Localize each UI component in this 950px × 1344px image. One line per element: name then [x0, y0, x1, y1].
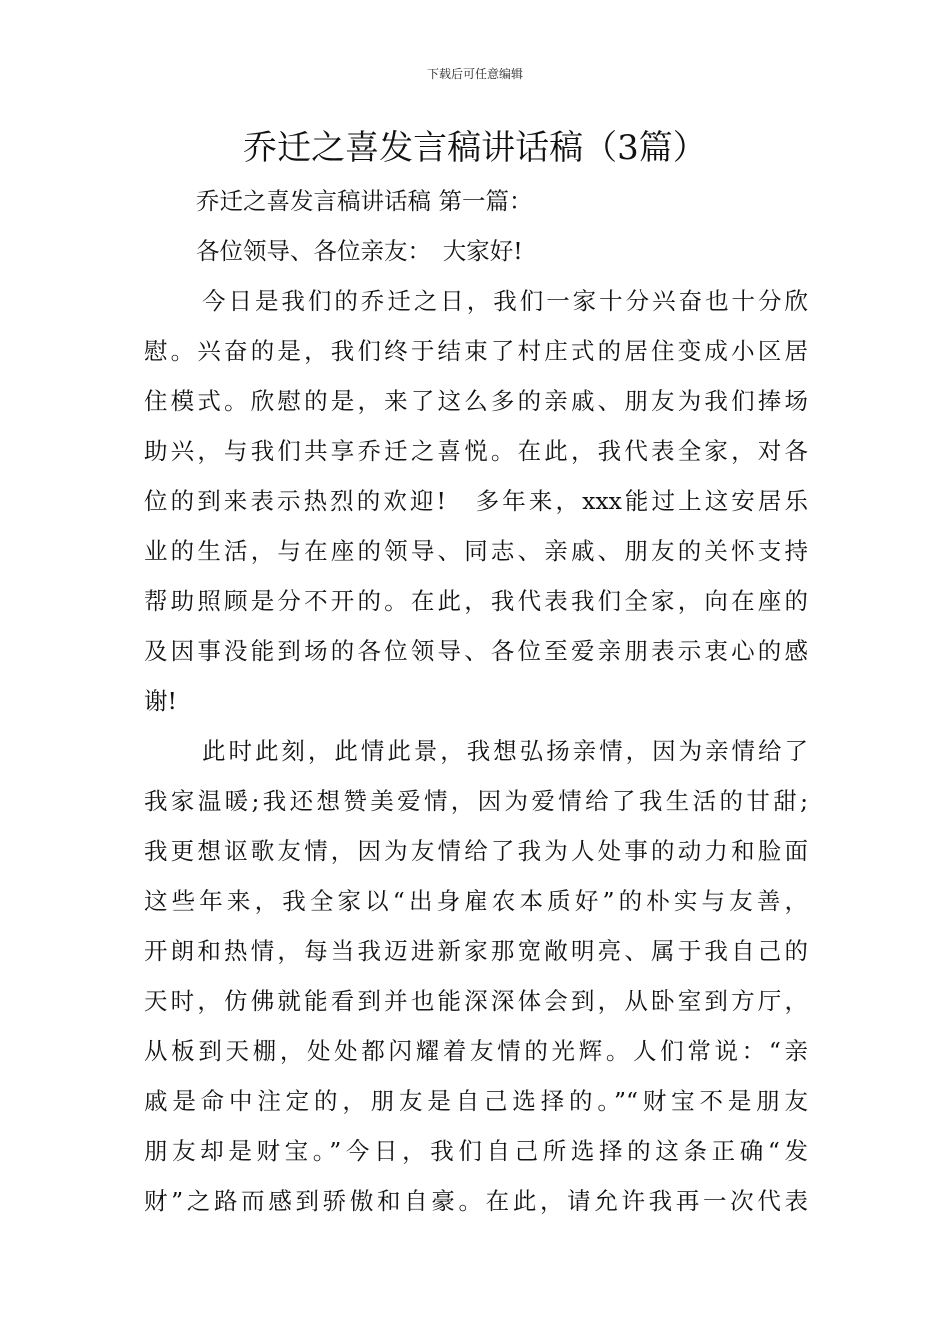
paragraph-line: 财”之路而感到骄傲和自豪。在此，请允许我再一次代表	[144, 1187, 808, 1215]
salutation: 各位领导、各位亲友： 大家好!	[196, 237, 523, 265]
paragraph-line: 今日是我们的乔迁之日，我们一家十分兴奋也十分欣	[202, 287, 808, 315]
paragraph-line: 这些年来，我全家以“出身雇农本质好”的朴实与友善，	[144, 887, 808, 915]
paragraph-line: 住模式。欣慰的是，来了这么多的亲戚、朋友为我们捧场	[144, 387, 808, 415]
paragraph-line: 戚是命中注定的，朋友是自己选择的。”“财宝不是朋友	[144, 1087, 808, 1115]
paragraph-line: 慰。兴奋的是，我们终于结束了村庄式的居住变成小区居	[144, 337, 808, 365]
paragraph-line: 谢!	[144, 687, 177, 715]
paragraph-line: 我更想讴歌友情，因为友情给了我为人处事的动力和脸面	[144, 837, 808, 865]
paragraph-line: 帮助照顾是分不开的。在此，我代表我们全家，向在座的	[144, 587, 808, 615]
paragraph-line: 及因事没能到场的各位领导、各位至爱亲朋表示衷心的感	[144, 637, 808, 665]
header-note: 下载后可任意编辑	[426, 67, 523, 81]
paragraph-line: 此时此刻，此情此景，我想弘扬亲情，因为亲情给了	[202, 737, 808, 765]
paragraph-line: 从板到天棚，处处都闪耀着友情的光辉。人们常说：“亲	[144, 1037, 808, 1065]
paragraph-line: 我家温暖;我还想赞美爱情，因为爱情给了我生活的甘甜;	[144, 787, 808, 815]
section-heading: 乔迁之喜发言稿讲话稿 第一篇：	[196, 187, 533, 215]
paragraph-line: 位的到来表示热烈的欢迎! 多年来，xxx能过上这安居乐	[144, 487, 808, 515]
paragraph-line: 朋友却是财宝。”今日，我们自己所选择的这条正确“发	[144, 1137, 808, 1165]
paragraph-line: 开朗和热情，每当我迈进新家那宽敞明亮、属于我自己的	[144, 937, 808, 965]
paragraph-line: 助兴，与我们共享乔迁之喜悦。在此，我代表全家，对各	[144, 437, 808, 465]
document-title: 乔迁之喜发言稿讲话稿（3篇）	[243, 128, 707, 168]
paragraph-line: 天时，仿佛就能看到并也能深深体会到，从卧室到方厅，	[144, 987, 808, 1015]
document-body	[144, 176, 808, 1226]
paragraph-line: 业的生活，与在座的领导、同志、亲戚、朋友的关怀支持	[144, 537, 808, 565]
